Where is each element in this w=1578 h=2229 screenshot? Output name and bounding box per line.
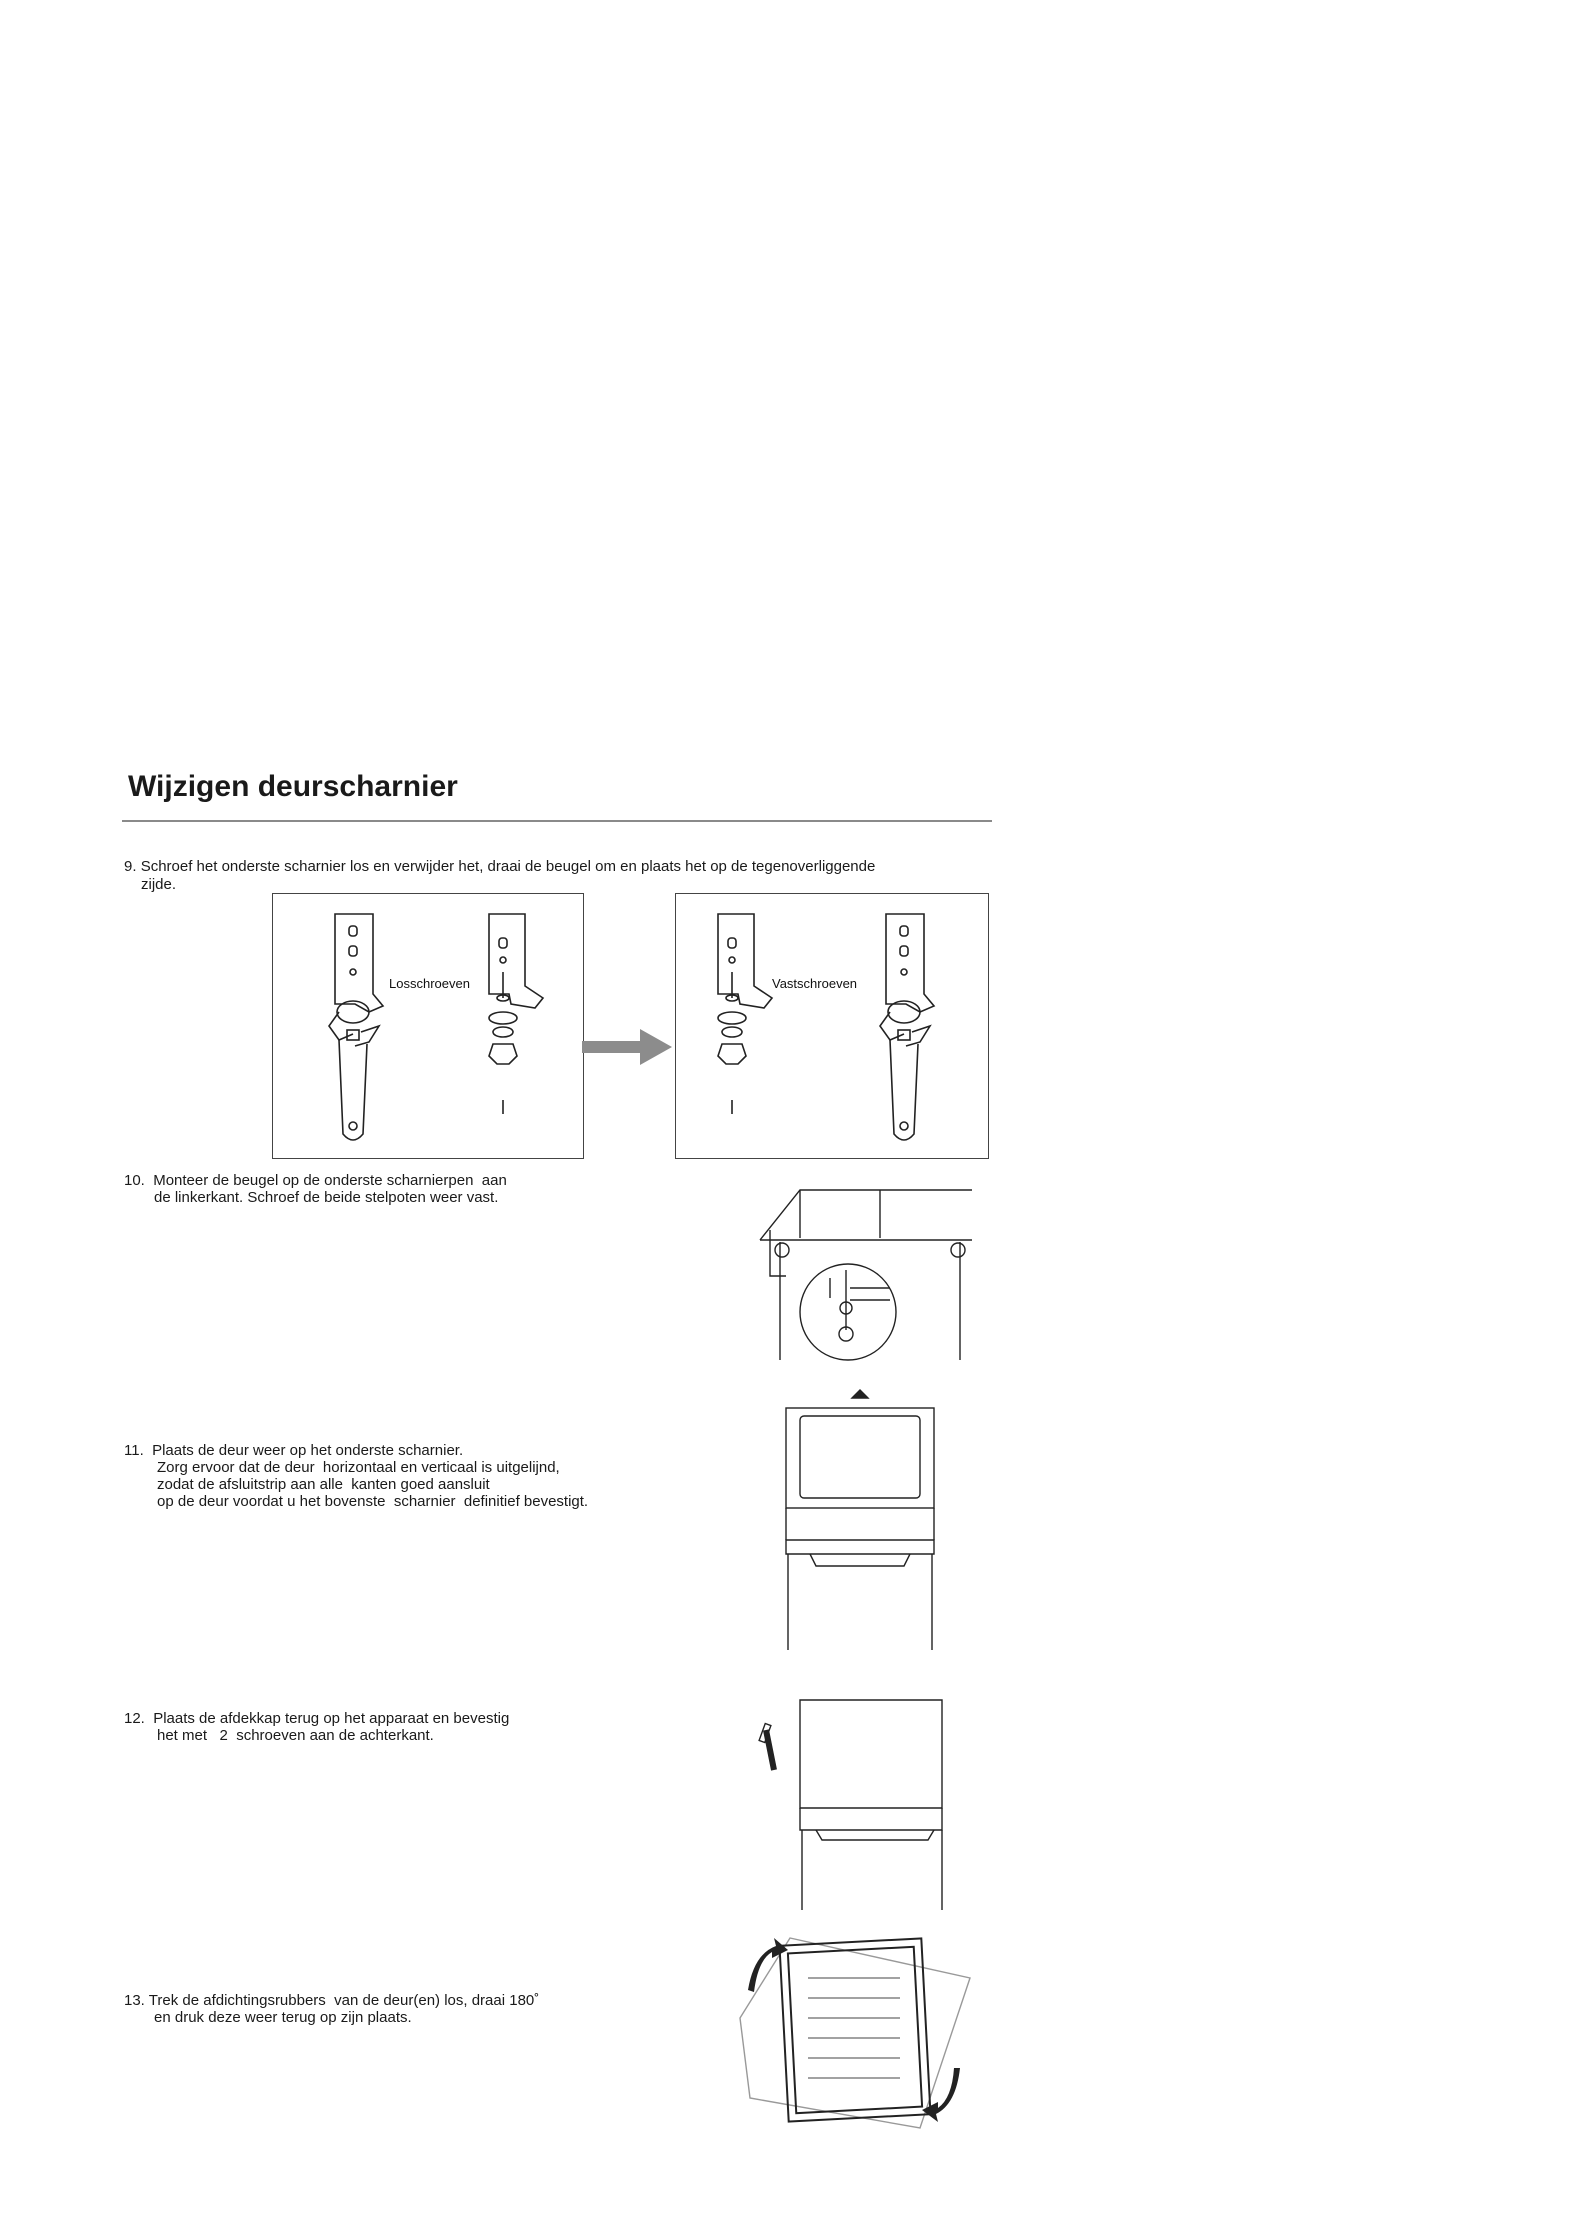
step-11-number: 11. (124, 1442, 144, 1459)
hinge-tighten-drawing (676, 894, 988, 1158)
top-cover-illustration (756, 1690, 946, 1910)
step-9-text (124, 858, 875, 875)
step-11-line-2: Zorg ervoor dat de deur horizontaal en verticaal is uitgelijnd, (157, 1459, 560, 1476)
step-13-number: 13. (124, 1992, 145, 2009)
bracket-mounting-illustration (760, 1180, 972, 1360)
hinge-loosen-drawing (273, 894, 583, 1158)
step-11-line-4: op de deur voordat u het bovenste scharnier definitief bevestigt. (157, 1493, 589, 1510)
door-gasket-illustration (730, 1918, 980, 2138)
loosen-label: Losschroeven (389, 976, 470, 991)
step-12-line-2: het met 2 schroeven aan de achterkant. (157, 1727, 434, 1744)
hinge-loosen-figure (272, 893, 584, 1159)
step-11-line-1: Plaats de deur weer op het onderste scharnier. (152, 1442, 464, 1459)
arrow-right-icon (582, 1027, 674, 1067)
step-10-line-2: de linkerkant. Schroef de beide stelpoten weer vast. (154, 1189, 499, 1206)
step-13-line-2: en druk deze weer terug op zijn plaats. (154, 2009, 412, 2026)
step-10-line-1: Monteer de beugel op de onderste scharnierpen aan (153, 1172, 507, 1189)
step-9-number: 9. (124, 858, 137, 875)
tighten-label: Vastschroeven (772, 976, 858, 991)
hinge-tighten-figure (675, 893, 989, 1159)
step-12-line-1: Plaats de afdekkap terug op het apparaat en bevestig (153, 1710, 510, 1727)
step-9-line-2: zijde. (141, 876, 177, 893)
door-alignment-illustration (780, 1390, 940, 1650)
step-13-text (124, 1992, 539, 2009)
step-9-line-1: Schroef het onderste scharnier los en verwijder het, draai de beugel om en plaats het op de tegenoverliggende (140, 858, 876, 875)
step-11-line-3: zodat de afsluitstrip aan alle kanten goed aansluit (157, 1476, 490, 1493)
step-12-text (124, 1710, 509, 1727)
step-10-number: 10. (124, 1172, 145, 1189)
step-10-text (124, 1172, 507, 1189)
step-11-text (124, 1442, 463, 1459)
step-13-line-1: Trek de afdichtingsrubbers van de deur(en) los, draai 180˚ (148, 1992, 540, 2009)
section-title: Wijzigen deurscharnier (128, 770, 458, 803)
step-12-number: 12. (124, 1710, 145, 1727)
title-divider (122, 820, 992, 822)
